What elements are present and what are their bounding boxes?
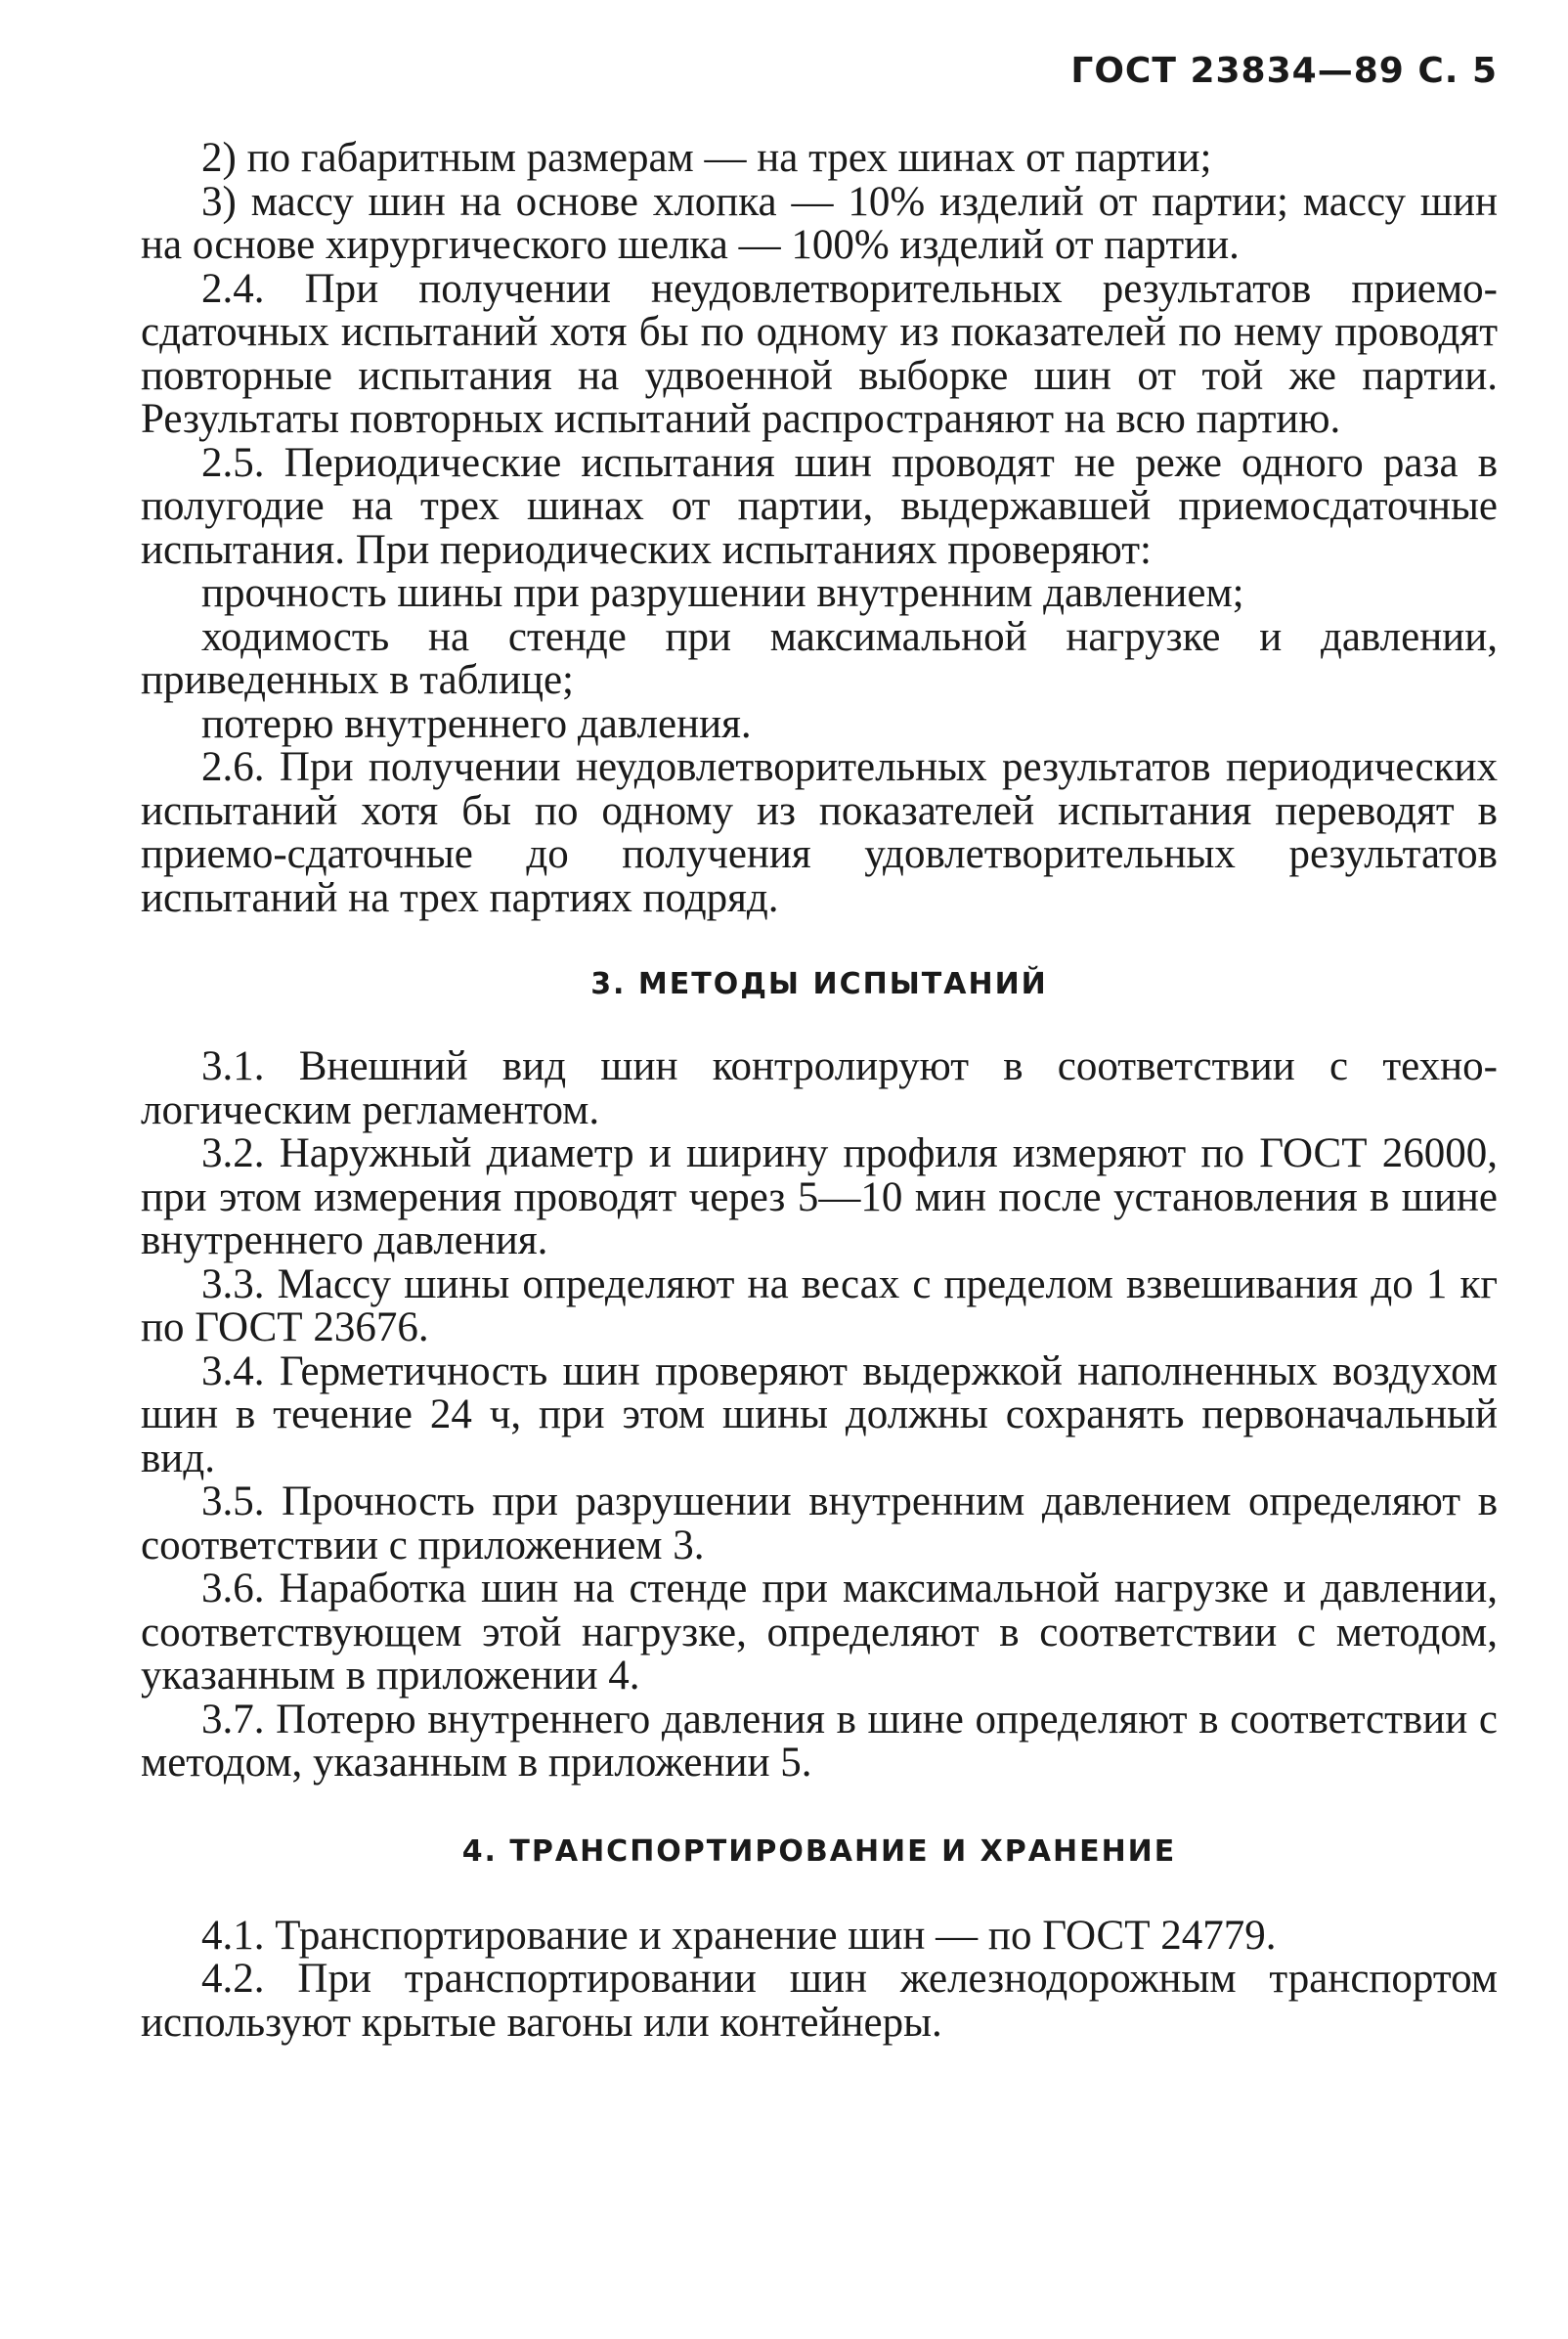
item-3-mass: 3) массу шин на основе хлопка — 10% изделий от партии; массу шин на основе хирургического шелка — 100% изделий от партии. xyxy=(141,178,1498,268)
clause-3-5: 3.5. Прочность при разрушении внутренним давлением определяют в соответствии с приложением 3. xyxy=(141,1478,1498,1568)
section-4-heading: 4. ТРАНСПОРТИРОВАНИЕ И ХРАНЕНИЕ xyxy=(461,1833,1177,1869)
clause-2-5-item-strength: прочность шины при разрушении внутренним давлением; xyxy=(201,570,1244,616)
clause-3-1: 3.1. Внешний вид шин контролируют в соответствии с технологическим регламентом. xyxy=(141,1043,1498,1133)
clause-2-5-item-durability: ходимость на стенде при максимальной нагрузке и давлении, приведенных в таблице; xyxy=(141,613,1498,703)
clause-3-4: 3.4. Герметичность шин проверяют выдержкой наполненных воздухом шин в течение 24 ч, при этом шины должны сохранять первоначальный вид. xyxy=(141,1347,1498,1481)
page-body xyxy=(141,137,1498,2045)
clause-2-5: 2.5. Периодические испытания шин проводят не реже одного раза в полугодие на трех шинах от партии, выдержавшей приемосдаточные испытания. При периодических испытаниях проверяют: xyxy=(141,439,1498,573)
item-2-dimensions: 2) по габаритным размерам — на трех шинах от партии; xyxy=(201,135,1212,181)
section-3-heading: 3. МЕТОДЫ ИСПЫТАНИЙ xyxy=(590,967,1048,1001)
clause-2-5-item-pressure-loss: потерю внутреннего давления. xyxy=(201,700,752,747)
clause-3-3: 3.3. Массу шины определяют на весах с пределом взвешивания до 1 кг по ГОСТ 23676. xyxy=(141,1260,1498,1350)
clause-2-4: 2.4. При получении неудовлетворительных результатов приемосдаточных испытаний хотя бы по одному из показателей по нему проводят повторные испытания на удвоенной выборке шин от той же партии. Результаты повторных испытаний распространяют на всю партию. xyxy=(141,265,1498,442)
clause-3-6: 3.6. Наработка шин на стенде при максимальной нагрузке и давлении, соответствующем этой нагрузке, определяют в соответствии с методом, указанным в приложении 4. xyxy=(141,1566,1498,1699)
clause-4-2: 4.2. При транспортировании шин железнодорожным транспортом используют крытые вагоны или контейнеры. xyxy=(141,1956,1498,2046)
clause-2-6: 2.6. При получении неудовлетворительных результатов периодических испытаний хотя бы по одному из показателей испытания переводят в приемо-сдаточные до получения удовлетворительных результатов испытаний на трех партиях подряд. xyxy=(141,744,1498,921)
running-header: ГОСТ 23834—89 С. 5 xyxy=(1070,51,1498,91)
clause-3-2: 3.2. Наружный диаметр и ширину профиля измеряют по ГОСТ 26000, при этом измерения проводят через 5—10 мин после установления в шине внутреннего давления. xyxy=(141,1130,1498,1263)
clause-3-7: 3.7. Потерю внутреннего давления в шине определяют в соответствии с методом, указанным в приложении 5. xyxy=(141,1696,1498,1786)
clause-4-1: 4.1. Транспортирование и хранение шин — по ГОСТ 24779. xyxy=(201,1912,1277,1959)
